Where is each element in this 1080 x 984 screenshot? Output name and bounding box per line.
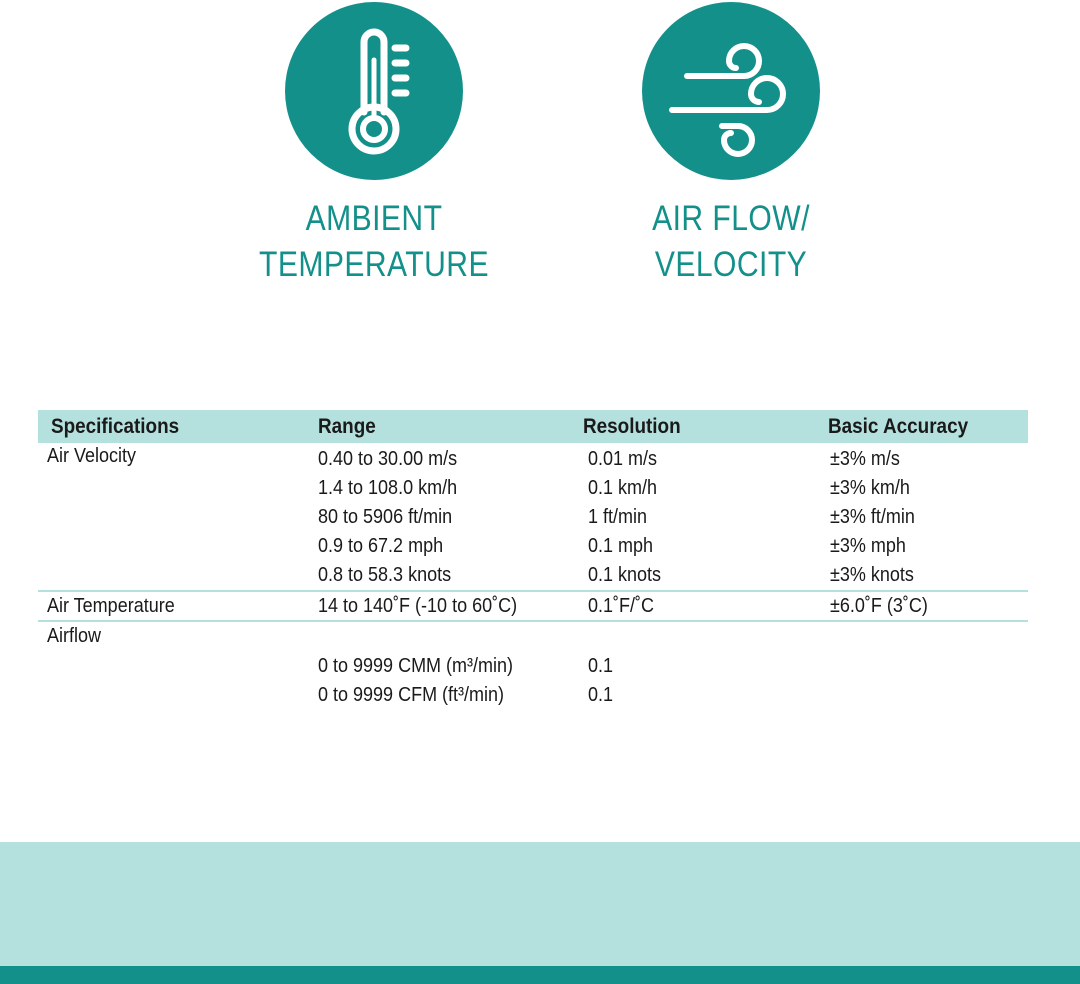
footer-band-light — [0, 842, 1080, 966]
spec-label: Airflow — [47, 625, 102, 647]
accuracy-cell: ±3% m/s — [830, 448, 900, 470]
footer-band-dark — [0, 966, 1080, 984]
accuracy-cell: ±3% mph — [830, 535, 906, 557]
accuracy-cell: ±6.0˚F (3˚C) — [830, 595, 928, 617]
spec-label: Air Velocity — [47, 445, 137, 467]
feature-label-line-1: AIR FLOW/ — [652, 199, 810, 238]
header-specifications: Specifications — [51, 415, 180, 438]
feature-label-line-2: TEMPERATURE — [259, 245, 489, 284]
range-cell: 0.40 to 30.00 m/s — [318, 448, 458, 470]
thermometer-icon — [285, 2, 463, 180]
header-basic-accuracy: Basic Accuracy — [828, 415, 969, 438]
accuracy-cell: ±3% knots — [830, 564, 914, 586]
resolution-cell: 0.1 mph — [588, 535, 654, 557]
resolution-cell: 0.1˚F/˚C — [588, 595, 655, 617]
range-cell: 80 to 5906 ft/min — [318, 506, 453, 528]
range-cell: 0 to 9999 CFM (ft³/min) — [318, 684, 505, 706]
wind-icon — [642, 2, 820, 180]
range-cell: 1.4 to 108.0 km/h — [318, 477, 458, 499]
table-header — [38, 410, 1028, 443]
group-airflow — [38, 622, 1028, 712]
resolution-cell: 0.1 — [588, 655, 614, 677]
range-cell: 0 to 9999 CMM (m³/min) — [318, 655, 514, 677]
resolution-cell: 0.1 km/h — [588, 477, 658, 499]
accuracy-cell: ±3% km/h — [830, 477, 910, 499]
range-cell: 0.9 to 67.2 mph — [318, 535, 444, 557]
feature-label-line-1: AMBIENT — [305, 199, 443, 238]
resolution-cell: 0.1 — [588, 684, 614, 706]
resolution-cell: 0.1 knots — [588, 564, 662, 586]
spec-label: Air Temperature — [47, 595, 175, 617]
feature-label-line-2: VELOCITY — [654, 245, 808, 284]
group-air-velocity — [38, 443, 1028, 592]
range-cell: 14 to 140˚F (-10 to 60˚C) — [318, 595, 518, 617]
resolution-cell: 0.01 m/s — [588, 448, 658, 470]
specifications-table — [38, 410, 1028, 712]
accuracy-cell: ±3% ft/min — [830, 506, 915, 528]
feature-label — [236, 196, 511, 288]
feature-label — [593, 196, 868, 288]
range-cell: 0.8 to 58.3 knots — [318, 564, 452, 586]
header-resolution: Resolution — [583, 415, 681, 438]
header-range: Range — [318, 415, 376, 438]
group-air-temperature — [38, 592, 1028, 622]
resolution-cell: 1 ft/min — [588, 506, 648, 528]
